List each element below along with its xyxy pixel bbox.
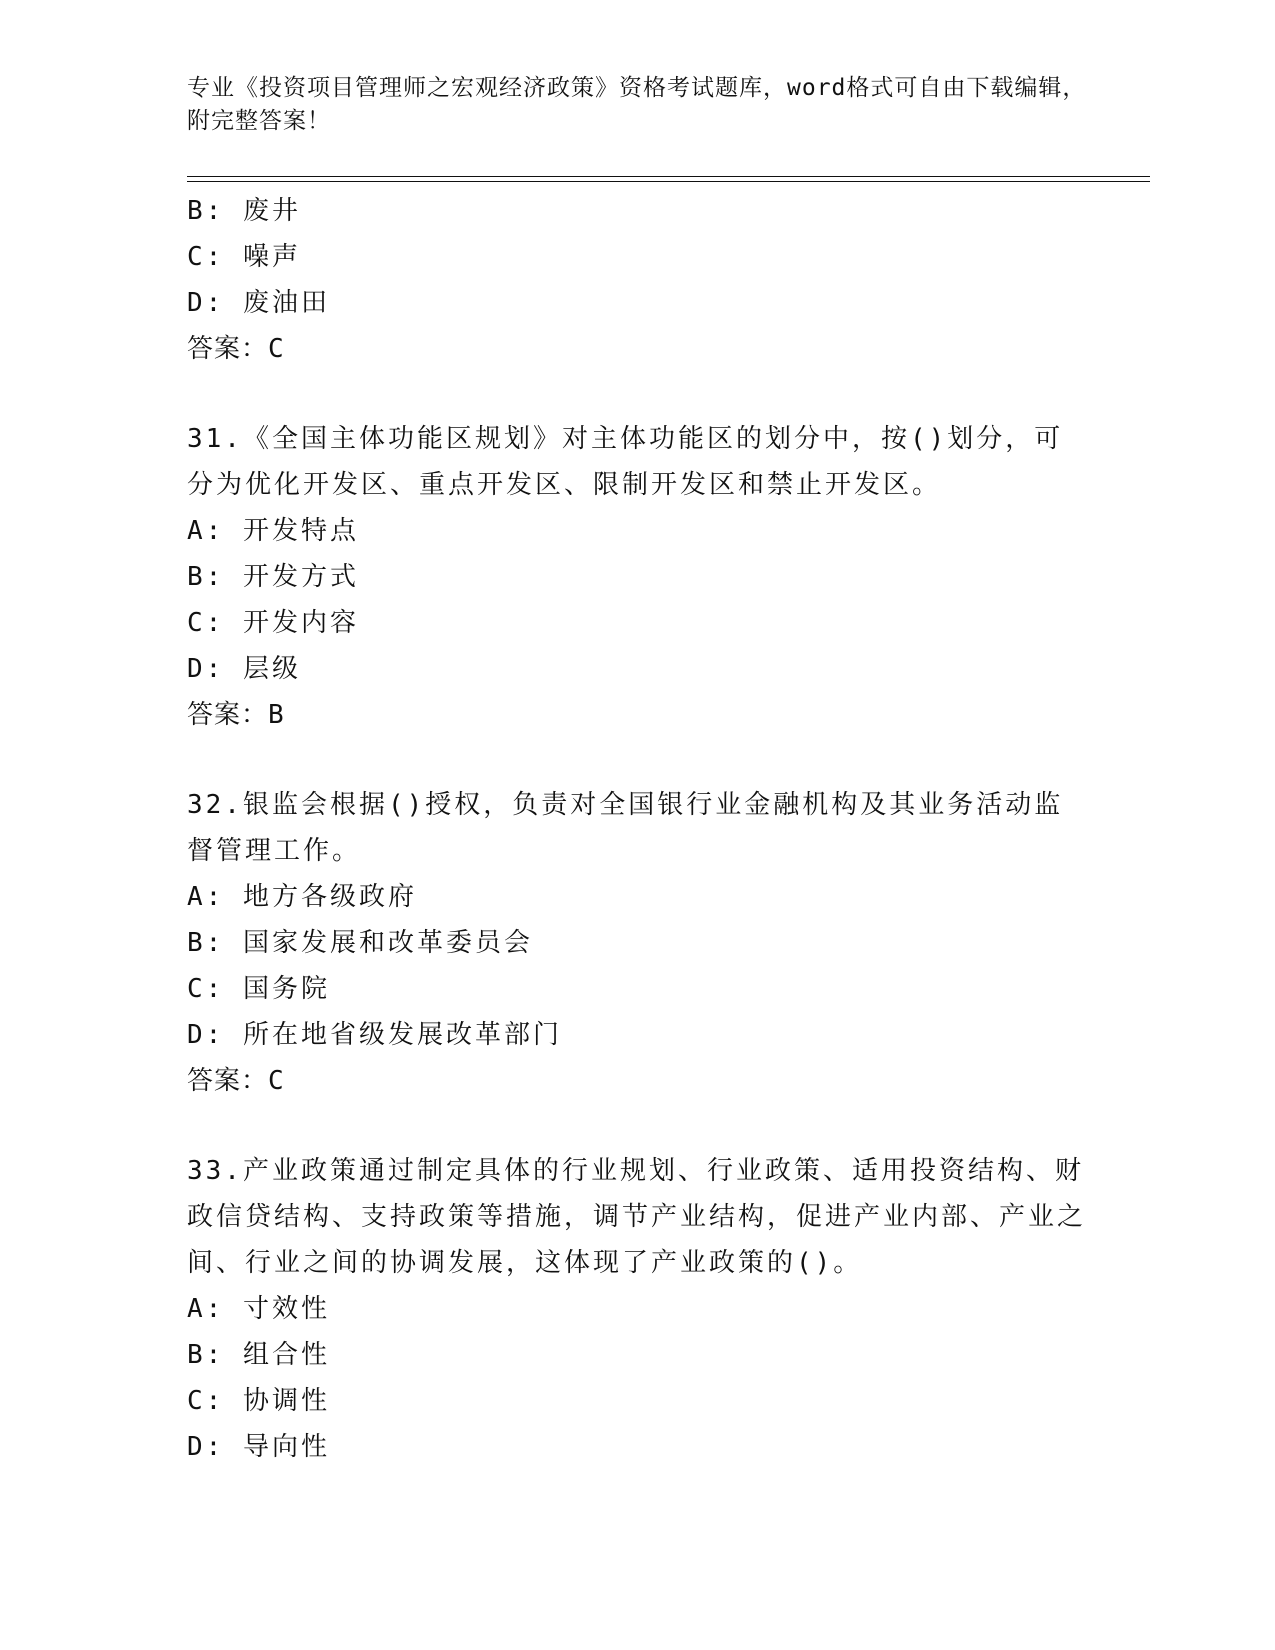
document-header: 专业《投资项目管理师之宏观经济政策》资格考试题库，word格式可自由下载编辑，附完整答案！ (187, 75, 1087, 134)
question-block-31 (187, 416, 1087, 738)
answer-line: 答案：C (187, 334, 285, 364)
option-b: B: 组合性 (187, 1340, 330, 1370)
option-d: D: 所在地省级发展改革部门 (187, 1020, 562, 1050)
question-text: 33.产业政策通过制定具体的行业规划、行业政策、适用投资结构、财政信贷结构、支持政策等措施，调节产业结构，促进产业内部、产业之间、行业之间的协调发展，这体现了产业政策的()。 (187, 1156, 1087, 1278)
option-d: D: 废油田 (187, 288, 330, 318)
option-b: B: 开发方式 (187, 562, 359, 592)
option-b: B: 国家发展和改革委员会 (187, 928, 533, 958)
question-text: 32.银监会根据()授权，负责对全国银行业金融机构及其业务活动监督管理工作。 (187, 790, 1064, 866)
option-a: A: 寸效性 (187, 1294, 330, 1324)
answer-line: 答案：C (187, 1066, 285, 1096)
option-c: C: 开发内容 (187, 608, 359, 638)
question-block-30-continued (187, 188, 1087, 372)
question-text: 31.《全国主体功能区规划》对主体功能区的划分中，按()划分，可分为优化开发区、重点开发区、限制开发区和禁止开发区。 (187, 424, 1064, 500)
option-c: C: 噪声 (187, 242, 301, 272)
option-a: A: 开发特点 (187, 516, 359, 546)
option-a: A: 地方各级政府 (187, 882, 417, 912)
option-d: D: 层级 (187, 654, 301, 684)
option-c: C: 国务院 (187, 974, 330, 1004)
option-d: D: 导向性 (187, 1432, 330, 1462)
header-rule-top (187, 176, 1150, 177)
question-block-32 (187, 782, 1087, 1104)
option-b: B: 废井 (187, 196, 301, 226)
question-block-33 (187, 1148, 1087, 1470)
header-rule-bottom (187, 181, 1150, 182)
option-c: C: 协调性 (187, 1386, 330, 1416)
question-list (187, 188, 1087, 1470)
answer-line: 答案：B (187, 700, 285, 730)
